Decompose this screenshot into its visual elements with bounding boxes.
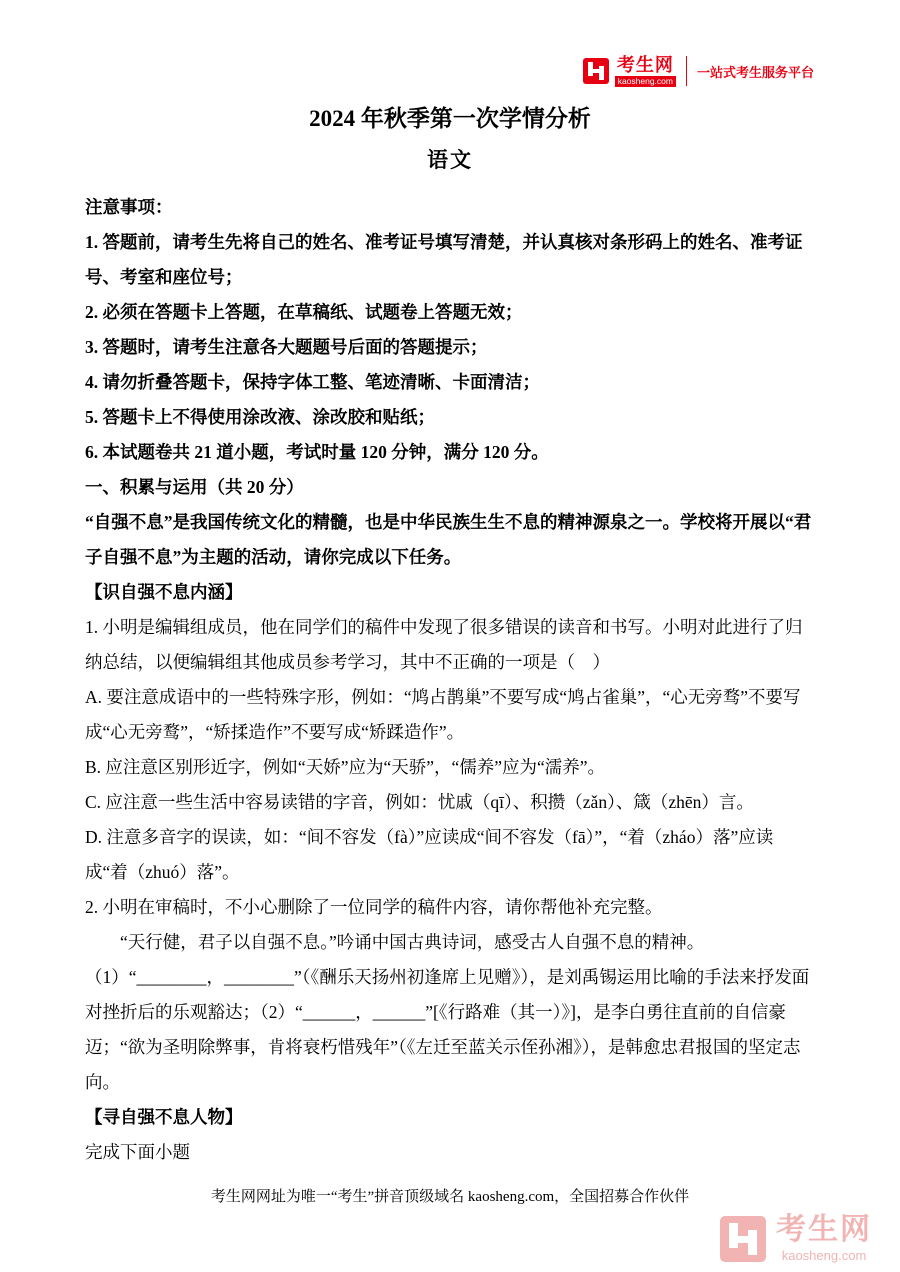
question-1-option-b: B. 应注意区别形近字，例如“天娇”应为“天骄”，“儒养”应为“濡养”。	[85, 757, 606, 777]
question-2-passage: “天行健，君子以自强不息。”吟诵中国古典诗词，感受古人自强不息的精神。（1）“________，________”（《酬乐天扬州初逢席上见赠》），是刘禹锡运用比喻的手法来抒发面对挫折后的乐观豁达；（2）“______，______”[《行路难（其一）》]，是李白勇往直前的自信豪迈；“欲为圣明除弊事，肯将衰朽惜残年”（《左迁至蓝关示侄孙湘》），是韩愈忠君报国的坚定志向。	[85, 932, 810, 1092]
notice-item-6: 6. 本试题卷共 21 道小题，考试时量 120 分钟，满分 120 分。	[85, 442, 549, 462]
section-1-intro: “自强不息”是我国传统文化的精髓，也是中华民族生生不息的精神源泉之一。学校将开展以“君子自强不息”为主题的活动，请你完成以下任务。	[85, 512, 812, 567]
tag-inner-heading: 【识自强不息内涵】	[85, 582, 243, 602]
brand-tagline: 一站式考生服务平台	[696, 64, 814, 80]
tag-people-heading: 【寻自强不息人物】	[85, 1107, 243, 1127]
watermark-domain: kaosheng.com	[781, 1248, 867, 1263]
question-1-stem: 1. 小明是编辑组成员，他在同学们的稿件中发现了很多错误的读音和书写。小明对此进行了归纳总结，以便编辑组其他成员参考学习，其中不正确的一项是（ ）	[85, 617, 803, 672]
watermark-brand: 考生网	[776, 1213, 872, 1246]
notice-item-2: 2. 必须在答题卡上答题，在草稿纸、试题卷上答题无效；	[85, 302, 523, 322]
notice-item-3: 3. 答题时，请考生注意各大题题号后面的答题提示；	[85, 337, 488, 357]
brand-name: 考生网	[616, 55, 674, 75]
watermark-text-block	[776, 1215, 872, 1262]
exam-body	[0, 190, 900, 1170]
kaosheng-watermark	[720, 1215, 872, 1262]
brand-text-block	[615, 56, 676, 87]
question-3-lead: 完成下面小题	[85, 1142, 190, 1162]
notices-heading: 注意事项：	[85, 197, 173, 217]
kaosheng-logo	[583, 56, 814, 87]
kaosheng-logo-icon	[583, 58, 609, 84]
brand-divider	[686, 56, 687, 86]
question-2-stem: 2. 小明在审稿时，不小心删除了一位同学的稿件内容，请你帮他补充完整。	[85, 897, 663, 917]
brand-domain: kaosheng.com	[615, 76, 676, 87]
subject-title: 语文	[427, 148, 473, 172]
question-1-option-c: C. 应注意一些生活中容易读错的字音，例如：忧戚（qī）、积攒（zǎn）、箴（zhēn）言。	[85, 792, 754, 812]
notice-item-5: 5. 答题卡上不得使用涂改液、涂改胶和贴纸；	[85, 407, 435, 427]
notice-item-4: 4. 请勿折叠答题卡，保持字体工整、笔迹清晰、卡面清洁；	[85, 372, 540, 392]
page-title: 2024 年秋季第一次学情分析	[309, 106, 591, 131]
notice-item-1: 1. 答题前，请考生先将自己的姓名、准考证号填写清楚，并认真核对条形码上的姓名、准考证号、考室和座位号；	[85, 232, 803, 287]
footer-note: 考生网网址为唯一“考生”拼音顶级域名 kaosheng.com，全国招募合作伙伴	[210, 1189, 690, 1205]
section-1-heading: 一、积累与运用（共 20 分）	[85, 477, 304, 497]
question-1-option-a: A. 要注意成语中的一些特殊字形，例如：“鸠占鹊巢”不要写成“鸠占雀巢”，“心无旁骛”不要写成“心无旁鹜”，“矫揉造作”不要写成“矫蹂造作”。	[85, 687, 801, 742]
question-1-option-d: D. 注意多音字的误读，如：“间不容发（fà）”应读成“间不容发（fā）”，“着（zháo）落”应读成“着（zhuó）落”。	[85, 827, 774, 882]
watermark-logo-icon	[720, 1216, 766, 1262]
